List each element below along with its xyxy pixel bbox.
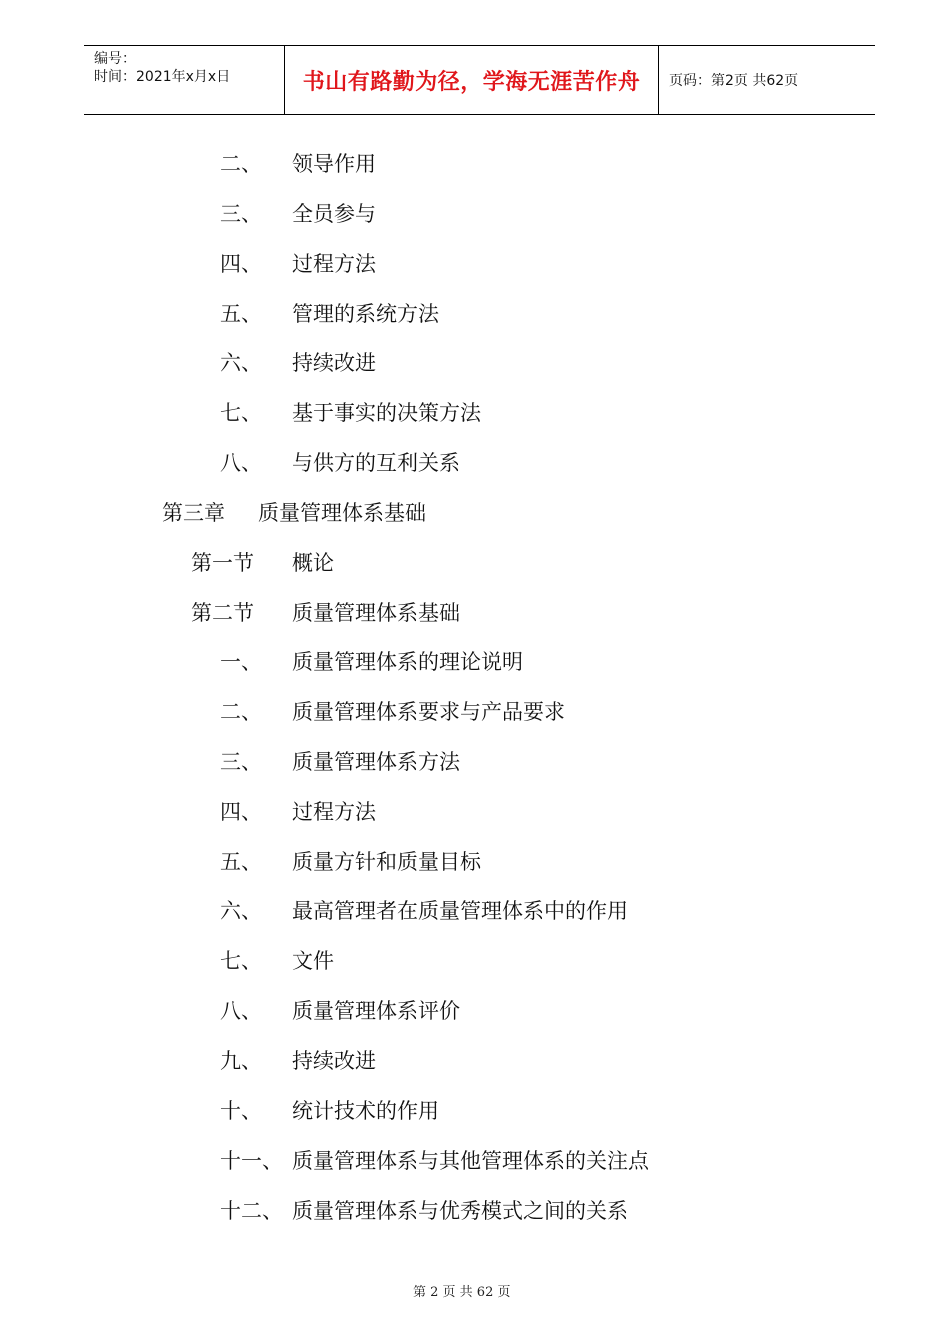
toc-entry-number: 五、 (220, 302, 262, 326)
toc-entry-title: 最高管理者在质量管理体系中的作用 (292, 899, 628, 923)
toc-entry-title: 领导作用 (292, 152, 376, 176)
toc-entry-number: 二、 (220, 152, 262, 176)
toc-entry-number: 四、 (220, 252, 262, 276)
page-header (84, 45, 875, 115)
toc-entry-number: 四、 (220, 800, 262, 824)
toc-entry-title: 统计技术的作用 (292, 1099, 439, 1123)
toc-entry-title: 过程方法 (292, 252, 376, 276)
toc-entry-number: 七、 (220, 949, 262, 973)
header-meta (84, 46, 285, 114)
toc-entry-number: 八、 (220, 451, 262, 475)
serial-label: 编号： (94, 51, 136, 67)
toc-entry-title: 过程方法 (292, 800, 376, 824)
toc-entry-number: 五、 (220, 850, 262, 874)
header-motto: 书山有路勤为径，学海无涯苦作舟 (285, 46, 659, 114)
toc-entry-title: 文件 (292, 949, 334, 973)
toc-section-title: 质量管理体系基础 (292, 601, 460, 625)
toc-entry-number: 七、 (220, 401, 262, 425)
toc-entry-title: 质量管理体系与优秀模式之间的关系 (292, 1199, 628, 1223)
toc-entry-number: 九、 (220, 1049, 262, 1073)
header-page-number: 页码：第2页 共62页 (669, 73, 799, 89)
toc-entry-title: 质量管理体系方法 (292, 750, 460, 774)
toc-entry-title: 全员参与 (292, 202, 376, 226)
toc-entry-title: 质量方针和质量目标 (292, 850, 481, 874)
toc-entry-title: 管理的系统方法 (292, 302, 439, 326)
toc-entry-title: 基于事实的决策方法 (292, 401, 481, 425)
toc-section-number: 第一节 (191, 551, 254, 575)
toc-entry-number: 八、 (220, 999, 262, 1023)
toc-section-number: 第二节 (191, 601, 254, 625)
toc-entry-number: 十、 (220, 1099, 262, 1123)
toc-entry-number: 三、 (220, 750, 262, 774)
toc-entry-title: 持续改进 (292, 1049, 376, 1073)
toc-entry-title: 持续改进 (292, 351, 376, 375)
toc-chapter-number: 第三章 (162, 501, 225, 525)
page-footer: 第 2 页 共 62 页 (413, 1285, 511, 1300)
toc-section-title: 概论 (292, 551, 334, 575)
toc-entry-title: 质量管理体系要求与产品要求 (292, 700, 565, 724)
toc-entry-title: 质量管理体系与其他管理体系的关注点 (292, 1149, 649, 1173)
toc-entry-number: 十一、 (220, 1149, 283, 1173)
toc-entry-title: 与供方的互利关系 (292, 451, 460, 475)
toc-entry-title: 质量管理体系评价 (292, 999, 460, 1023)
toc-entry-number: 一、 (220, 650, 262, 674)
toc-entry-number: 二、 (220, 700, 262, 724)
toc-entry-number: 六、 (220, 351, 262, 375)
time-label: 时间：2021年x月x日 (94, 69, 231, 85)
toc-entry-number: 六、 (220, 899, 262, 923)
toc-entry-number: 三、 (220, 202, 262, 226)
toc-entry-title: 质量管理体系的理论说明 (292, 650, 523, 674)
toc-entry-number: 十二、 (220, 1199, 283, 1223)
toc-chapter-title: 质量管理体系基础 (258, 501, 426, 525)
